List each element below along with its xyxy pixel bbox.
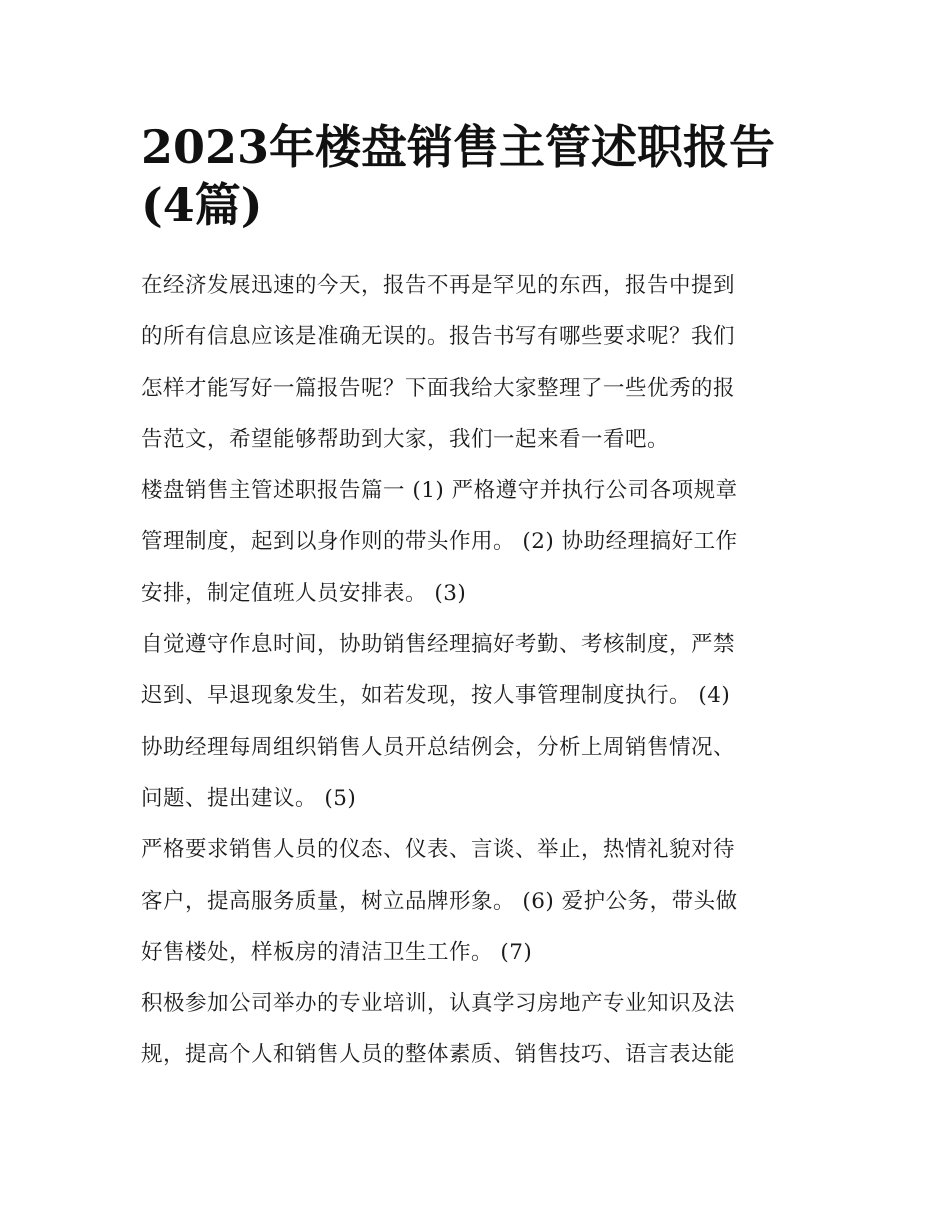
text-line: 管理制度，起到以身作则的带头作用。 (2) 协助经理搞好工作	[141, 529, 738, 555]
text-line: 协助经理每周组织销售人员开总结例会，分析上周销售情况、	[141, 734, 736, 760]
text-line: 客户，提高服务质量，树立品牌形象。 (6) 爱护公务，带头做	[141, 888, 738, 914]
text-line: 楼盘销售主管述职报告篇一 (1) 严格遵守并执行公司各项规章	[141, 478, 738, 504]
text-line: 好售楼处，样板房的清洁卫生工作。 (7)	[141, 939, 533, 965]
text-line: 规，提高个人和销售人员的整体素质、销售技巧、语言表达能	[141, 1042, 736, 1068]
text-line: 积极参加公司举办的专业培训，认真学习房地产专业知识及法	[141, 991, 736, 1017]
paragraph-duty-7	[141, 978, 813, 1081]
paragraph-intro	[141, 260, 813, 465]
paragraph-duty-3	[141, 619, 813, 824]
title-line: 2023年楼盘销售主管述职报告	[141, 120, 776, 174]
text-line: 怎样才能写好一篇报告呢？下面我给大家整理了一些优秀的报	[141, 375, 736, 401]
text-line: 迟到、早退现象发生，如若发现，按人事管理制度执行。 (4)	[141, 683, 731, 709]
document-body	[141, 260, 813, 1081]
paragraph-section-one	[141, 465, 813, 619]
text-line: 在经济发展迅速的今天，报告不再是罕见的东西，报告中提到	[141, 273, 736, 298]
document-page	[141, 118, 813, 1081]
text-line: 自觉遵守作息时间，协助销售经理搞好考勤、考核制度，严禁	[141, 632, 736, 658]
document-title	[141, 118, 813, 234]
title-line: (4篇)	[141, 178, 263, 232]
text-line: 严格要求销售人员的仪态、仪表、言谈、举止，热情礼貌对待	[141, 837, 736, 863]
text-line: 告范文，希望能够帮助到大家，我们一起来看一看吧。	[141, 426, 670, 452]
text-line: 安排，制定值班人员安排表。 (3)	[141, 580, 467, 606]
text-line: 的所有信息应该是准确无误的。报告书写有哪些要求呢？我们	[141, 324, 736, 350]
paragraph-duty-5	[141, 824, 813, 978]
text-line: 问题、提出建议。 (5)	[141, 785, 357, 811]
